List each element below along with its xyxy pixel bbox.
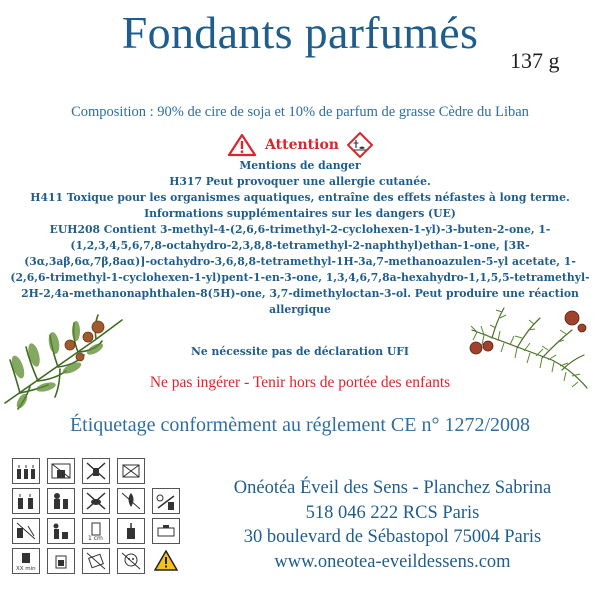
euh208-statement: EUH208 Contient 3-methyl-4-(2,6,6-trimethyl-2-cyclohexen-1-yl)-3-buten-2-one, 1-(1,2,3,4,5,6,7,8-octahydro-2,3,8,8-tetramethyl-2-naphthyl)ethan-1-one, [3R-(3α,3aβ,6α,7β,8aα)]-octahydro-3,6,8,8-tetramethyl-1H-3a,7-methanoazulen-5-yl acetate, 1-(2,6,6-trimethyl-1-cyclohexen-1-yl)pent-1-en-3-one, 1,3,4,6,7,8a-hexahydro-1,1,5,5-tetramethyl-2H-2,4a-methanonaphthalen-8(5H)-one, 3,7-dimethyloctan-3-ol. Peut produire une réaction allergique: [10, 223, 590, 316]
supplementary-heading: Informations supplémentaires sur les dangers (UE): [144, 207, 456, 220]
page-title: Fondants parfumés: [121, 7, 479, 58]
pictogram-burn-time: [12, 488, 40, 514]
ufi-note: Ne nécessite pas de déclaration UFI: [191, 345, 409, 358]
pictogram-container: [47, 548, 75, 574]
pictogram-no-moving: [82, 548, 110, 574]
pictogram-no-shelf: [82, 458, 110, 484]
pictogram-warning-triangle: [152, 548, 180, 574]
hazard-exclamation-icon: [227, 133, 257, 157]
pictogram-one-cm: [82, 518, 110, 544]
company-rcs: 518 046 222 RCS Paris: [305, 502, 480, 523]
svg-text:1 cm: 1 cm: [88, 535, 103, 542]
cedar-branch-icon: [0, 305, 150, 410]
pictogram-spacer: [152, 458, 180, 484]
svg-text:XX min: XX min: [16, 566, 36, 572]
regulation-note: Étiquetage conformèment au réglement CE n° 1272/2008: [69, 414, 531, 436]
environment-hazard-icon: [347, 132, 373, 158]
pictogram-no-water: [12, 518, 40, 544]
pictogram-candle-spacing: [12, 458, 40, 484]
pictogram-child-safety: [117, 548, 145, 574]
pictogram-no-heat-source: [117, 458, 145, 484]
attention-row: [0, 132, 600, 161]
safety-pictograms: [12, 458, 192, 574]
pictogram-no-pets: [82, 488, 110, 514]
pictogram-wick-height: [117, 518, 145, 544]
hazard-statements: [10, 158, 590, 318]
h411-statement: H411 Toxique pour les organismes aquatiques, entraîne des effets néfastes à long terme.: [30, 191, 570, 204]
net-weight: 137 g: [510, 48, 560, 73]
danger-heading: Mentions de danger: [239, 159, 361, 172]
company-address: 30 boulevard de Sébastopol 75004 Paris: [243, 527, 542, 547]
composition-text: Composition : 90% de cire de soja et 10% de parfum de grasse Cèdre du Liban: [71, 104, 529, 120]
pictogram-max-time: [12, 548, 40, 574]
company-name: Onéotéa Éveil des Sens - Planchez Sabrina: [233, 478, 552, 498]
pictogram-supervision: [47, 518, 75, 544]
safety-warning: Ne pas ingérer - Tenir hors de portée des enfants: [149, 374, 451, 391]
pictogram-trim-wick: [152, 488, 180, 514]
juniper-branch-icon: [462, 300, 594, 400]
pictogram-children: [47, 488, 75, 514]
pictogram-no-flame: [117, 488, 145, 514]
company-info: [195, 476, 590, 574]
company-website: www.oneotea-eveildessens.com: [274, 551, 511, 572]
pictogram-no-draft: [47, 458, 75, 484]
attention-label: Attention: [265, 137, 339, 153]
pictogram-heat-resistant: [152, 518, 180, 544]
h317-statement: H317 Peut provoquer une allergie cutanée.: [169, 175, 431, 188]
